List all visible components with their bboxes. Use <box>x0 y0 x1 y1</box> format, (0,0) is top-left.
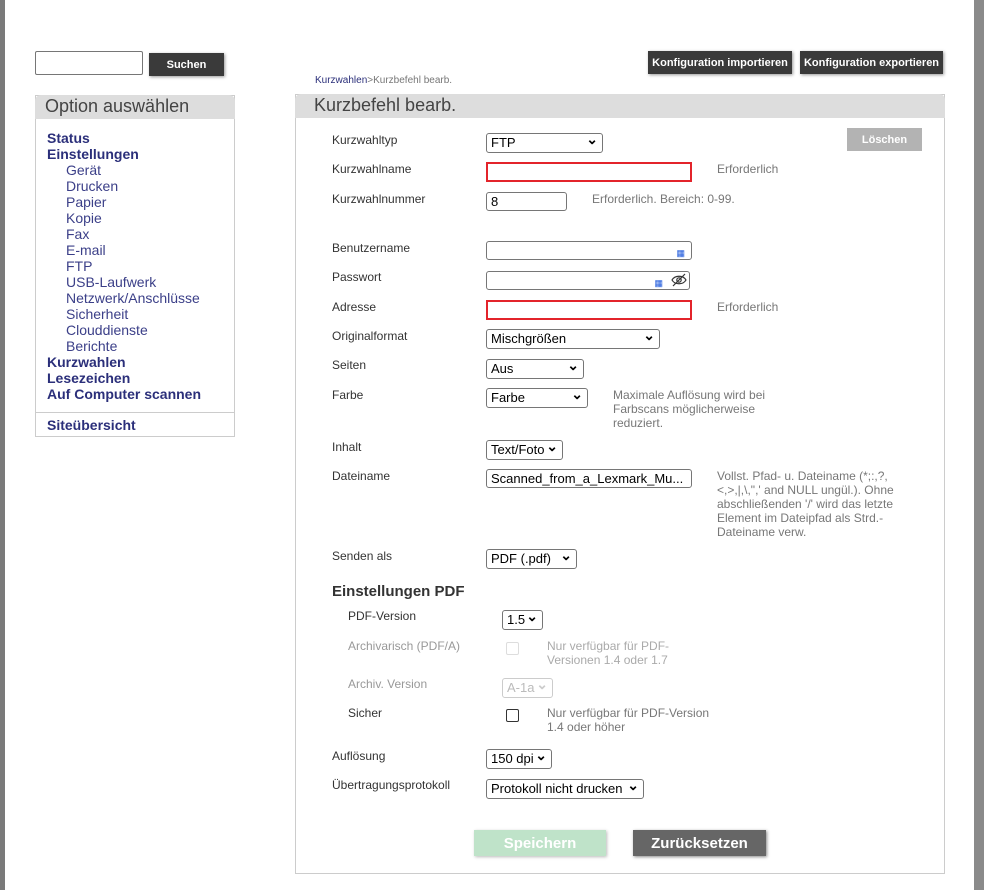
address-label: Adresse <box>332 300 377 314</box>
sidebar-item-scan-to-computer[interactable]: Auf Computer scannen <box>47 386 202 402</box>
send-as-select[interactable]: PDF (.pdf) ⌄ <box>486 549 577 569</box>
delete-button[interactable]: Löschen <box>847 128 922 151</box>
pdf-version-label: PDF-Version <box>348 609 417 623</box>
content-label: Inhalt <box>332 440 362 454</box>
window-left-border <box>0 0 5 890</box>
color-hint: Maximale Auflösung wird bei Farbscans möglicherweise reduziert. <box>613 388 766 430</box>
pdf-settings-title: Einstellungen PDF <box>332 583 465 600</box>
breadcrumb-link-shortcuts[interactable]: Kurzwahlen <box>315 75 368 86</box>
shortcut-number-hint: Erforderlich. Bereich: 0-99. <box>592 192 735 206</box>
sidebar-item-reports[interactable]: Berichte <box>66 338 118 354</box>
shortcut-type-select[interactable]: FTP ⌄ <box>486 133 603 153</box>
sidebar-item-network[interactable]: Netzwerk/Anschlüsse <box>66 290 200 306</box>
window-right-border <box>974 0 984 890</box>
page-title: Kurzbefehl bearb. <box>295 94 945 118</box>
pdf-version-select[interactable]: 1.5 ⌄ <box>502 610 543 630</box>
sidebar-item-usb[interactable]: USB-Laufwerk <box>66 274 157 290</box>
username-input[interactable] <box>486 241 692 260</box>
archival-label: Archivarisch (PDF/A) <box>348 639 461 653</box>
shortcut-number-input[interactable]: 8 <box>486 192 567 211</box>
original-format-label: Originalformat <box>332 329 408 343</box>
archival-checkbox[interactable] <box>506 642 519 655</box>
resolution-label: Auflösung <box>332 749 386 763</box>
sidebar-item-cloud[interactable]: Clouddienste <box>66 322 148 338</box>
color-select[interactable]: Farbe ⌄ <box>486 388 588 408</box>
sidebar-item-shortcuts[interactable]: Kurzwahlen <box>47 354 126 370</box>
sidebar-item-copy[interactable]: Kopie <box>66 210 102 226</box>
address-hint: Erforderlich <box>717 300 779 314</box>
sidebar-item-fax[interactable]: Fax <box>66 226 90 242</box>
breadcrumb <box>315 75 452 86</box>
address-input[interactable] <box>486 300 692 320</box>
breadcrumb-current: >Kurzbefehl bearb. <box>367 75 453 86</box>
archival-version-select[interactable]: A-1a ⌄ <box>502 678 553 698</box>
sidebar-item-ftp[interactable]: FTP <box>66 258 93 274</box>
sidebar-item-sitemap[interactable]: Siteübersicht <box>47 417 136 433</box>
shortcut-name-input[interactable] <box>486 162 692 182</box>
shortcut-number-label: Kurzwahlnummer <box>332 192 426 206</box>
secure-hint: Nur verfügbar für PDF-Version 1.4 oder höher <box>547 706 710 734</box>
password-label: Passwort <box>332 270 382 284</box>
sides-select[interactable]: Aus ⌄ <box>486 359 584 379</box>
reset-button[interactable]: Zurücksetzen <box>633 830 766 856</box>
search-button[interactable]: Suchen <box>149 53 224 76</box>
sidebar-item-bookmarks[interactable]: Lesezeichen <box>47 370 131 386</box>
shortcut-type-label: Kurzwahltyp <box>332 133 398 147</box>
password-manager-icon[interactable]: ▦ <box>654 278 663 288</box>
transmission-log-select[interactable]: Protokoll nicht drucken ⌄ <box>486 779 644 799</box>
sidebar-divider <box>36 412 234 413</box>
username-label: Benutzername <box>332 241 411 255</box>
sidebar-item-security[interactable]: Sicherheit <box>66 306 129 322</box>
sidebar-item-paper[interactable]: Papier <box>66 194 107 210</box>
filename-hint: Vollst. Pfad- u. Dateiname (*;:,?,<,>,|,\,",' and NULL ungül.). Ohne abschließenden '/' wird das letzte Element im Dateipfad als Strd.-Dateiname verw. <box>717 469 894 539</box>
save-button[interactable]: Speichern <box>474 830 606 856</box>
resolution-select[interactable]: 150 dpi ⌄ <box>486 749 552 769</box>
content-select[interactable]: Text/Foto ⌄ <box>486 440 563 460</box>
sidebar-title: Option auswählen <box>35 95 235 119</box>
sidebar-item-settings[interactable]: Einstellungen <box>47 146 139 162</box>
secure-checkbox[interactable] <box>506 709 519 722</box>
shortcut-name-label: Kurzwahlname <box>332 162 412 176</box>
color-label: Farbe <box>332 388 364 402</box>
filename-input[interactable]: Scanned_from_a_Lexmark_Mu... <box>486 469 692 488</box>
import-config-button[interactable]: Konfiguration importieren <box>648 51 792 74</box>
secure-label: Sicher <box>348 706 383 720</box>
original-format-select[interactable]: Mischgrößen ⌄ <box>486 329 660 349</box>
sidebar-item-status[interactable]: Status <box>47 130 90 146</box>
export-config-button[interactable]: Konfiguration exportieren <box>800 51 943 74</box>
password-input[interactable] <box>486 271 690 290</box>
sidebar <box>35 95 235 437</box>
sidebar-item-email[interactable]: E-mail <box>66 242 106 258</box>
search-input[interactable] <box>35 51 143 75</box>
shortcut-name-hint: Erforderlich <box>717 162 779 176</box>
send-as-label: Senden als <box>332 549 393 563</box>
sidebar-item-print[interactable]: Drucken <box>66 178 119 194</box>
sides-label: Seiten <box>332 358 367 372</box>
sidebar-item-device[interactable]: Gerät <box>66 162 102 178</box>
toggle-visibility-icon[interactable] <box>671 272 687 292</box>
transmission-log-label: Übertragungsprotokoll <box>332 778 451 792</box>
password-manager-icon[interactable]: ▦ <box>676 248 685 258</box>
filename-label: Dateiname <box>332 469 391 483</box>
archival-version-label: Archiv. Version <box>348 677 428 691</box>
archival-hint: Nur verfügbar für PDF-Versionen 1.4 oder 1.7 <box>547 639 670 667</box>
